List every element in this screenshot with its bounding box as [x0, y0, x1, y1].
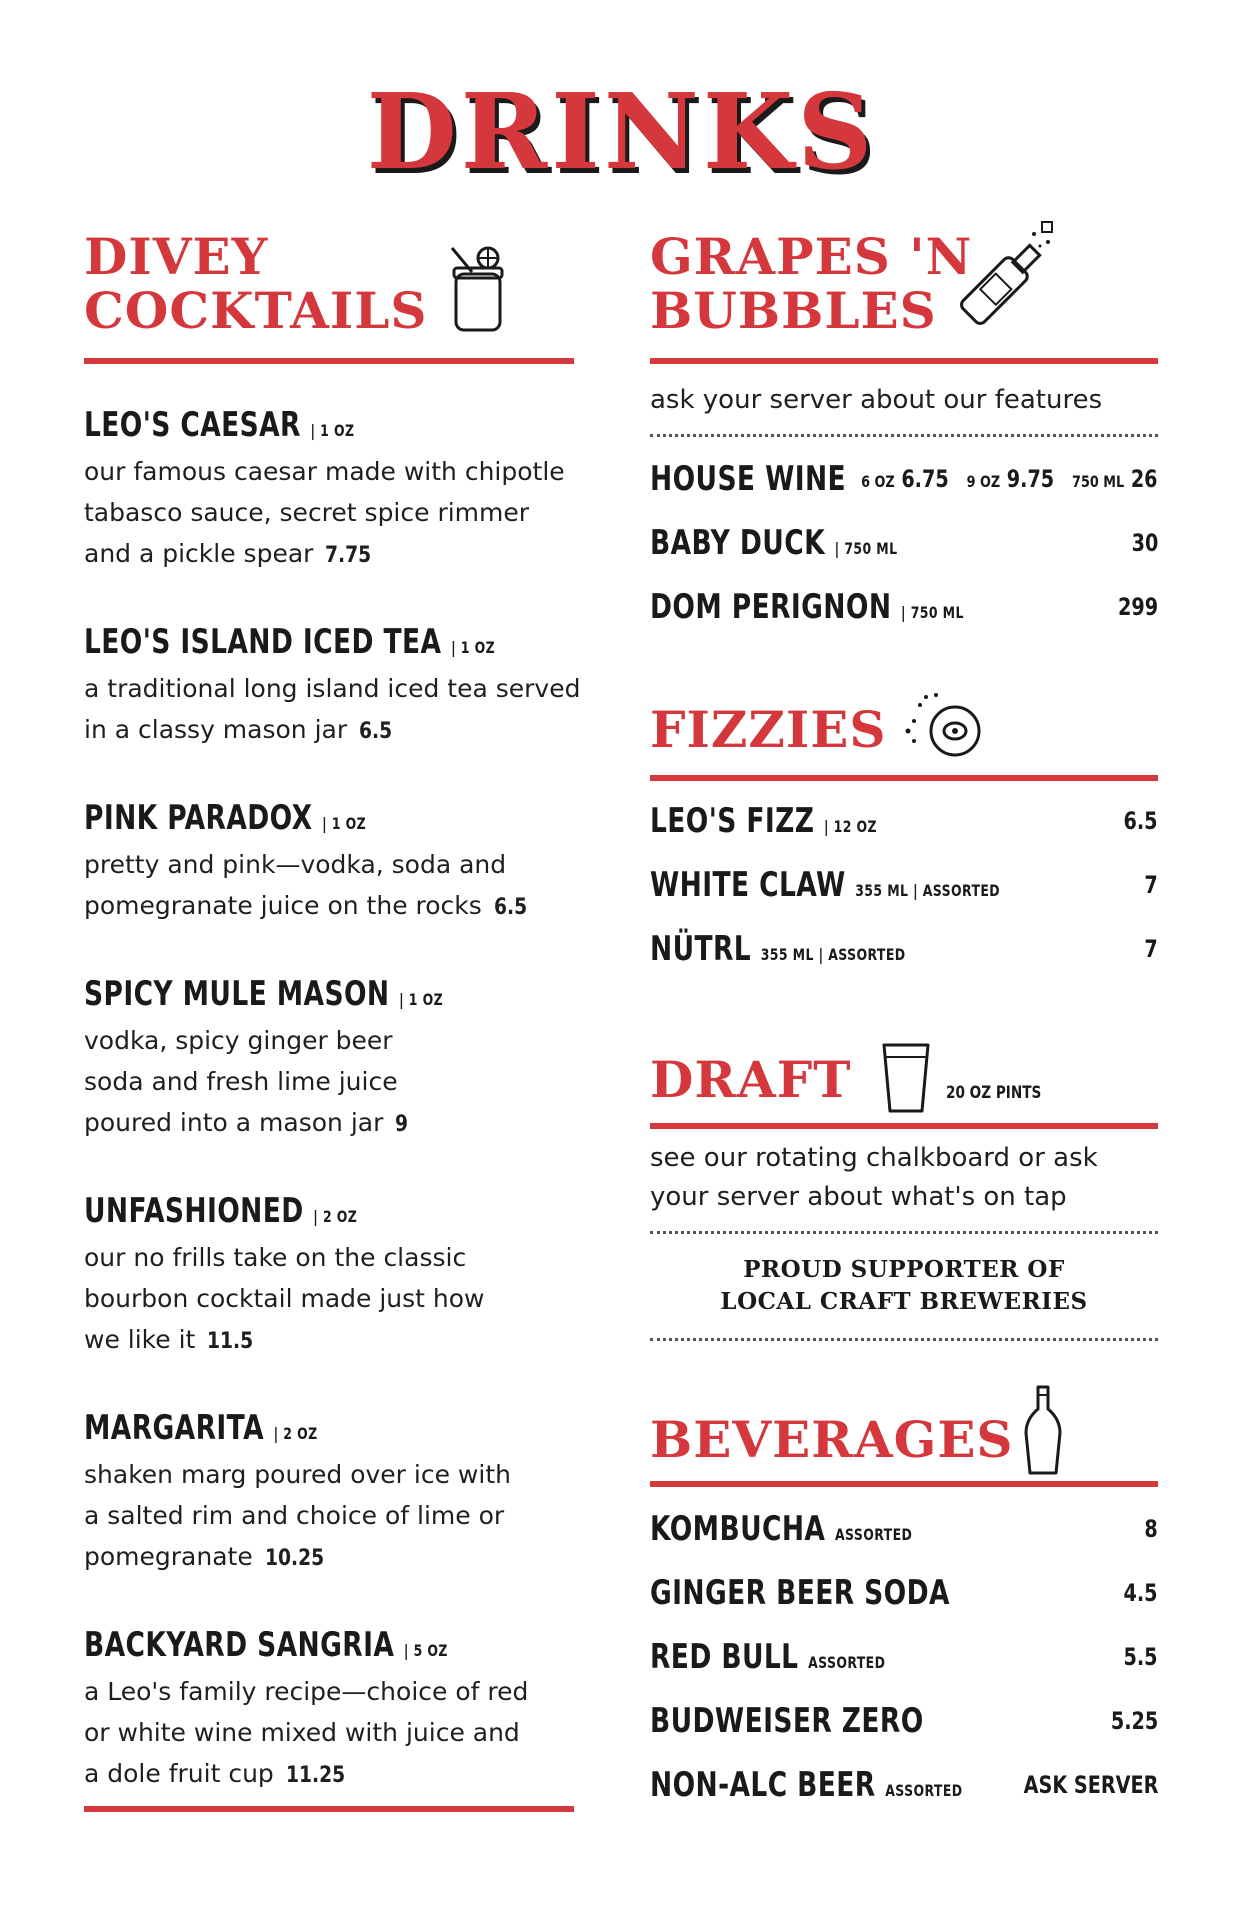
- item-name: NÜTRL: [650, 929, 752, 969]
- divider: [650, 1231, 1158, 1234]
- list-item: [650, 1637, 1158, 1701]
- beverages-list: [650, 1509, 1158, 1829]
- list-item: [84, 974, 584, 1145]
- item-price: 9.75: [1007, 465, 1055, 493]
- wine-header: [650, 227, 1150, 365]
- house-wine-prices: [862, 465, 1158, 493]
- item-description: vodka, spicy ginger beer soda and fresh lime juice poured into a mason jar: [84, 1026, 398, 1137]
- wine-note: ask your server about our features: [650, 385, 1103, 415]
- cocktails-header: [84, 227, 584, 365]
- beverages-rule: [650, 1481, 1158, 1487]
- draft-spec: 20 OZ PINTS: [946, 1083, 1042, 1103]
- right-column: [650, 227, 1158, 1829]
- item-spec: | 1 OZ: [451, 638, 496, 657]
- list-item: [84, 1408, 584, 1579]
- cocktails-section: [84, 227, 584, 1842]
- list-item: [650, 1509, 1158, 1573]
- item-price: 7.75: [325, 543, 372, 568]
- divider: [650, 1338, 1158, 1341]
- beverages-heading: BEVERAGES: [650, 1410, 1014, 1469]
- item-price: 30: [1131, 529, 1158, 557]
- cocktails-heading-line1: DIVEY: [84, 227, 269, 286]
- draft-heading: DRAFT: [650, 1050, 852, 1109]
- item-price: 26: [1131, 465, 1158, 493]
- draft-rule: [650, 1123, 1158, 1129]
- mason-jar-cocktail-icon: [444, 244, 514, 334]
- item-spec: | 12 OZ: [823, 817, 877, 836]
- wine-heading: [650, 227, 1150, 340]
- draft-header: [650, 1029, 1150, 1119]
- item-price: 6.75: [901, 465, 950, 493]
- soda-can-icon: [900, 691, 990, 761]
- item-price: 5.5: [1123, 1643, 1158, 1671]
- list-item: [84, 1625, 584, 1796]
- item-name: HOUSE WINE: [650, 459, 847, 499]
- fizzies-heading: FIZZIES: [650, 700, 887, 759]
- list-item: [84, 1191, 584, 1362]
- list-item: [84, 622, 584, 752]
- item-description: shaken marg poured over ice with a salted rim and choice of lime or pomegranate: [84, 1460, 511, 1571]
- item-name: WHITE CLAW: [650, 865, 846, 905]
- item-price: 11.5: [207, 1329, 254, 1354]
- item-price: 11.25: [285, 1763, 345, 1788]
- item-spec: ASSORTED: [885, 1781, 963, 1800]
- list-item: [650, 1573, 1158, 1637]
- item-name: RED BULL: [650, 1637, 799, 1677]
- item-price: 5.25: [1110, 1707, 1158, 1735]
- champagne-bottle-icon: [950, 220, 1060, 340]
- divider: [650, 434, 1158, 437]
- wine-list: [650, 459, 1158, 651]
- bottle-icon: [1018, 1383, 1068, 1479]
- pint-glass-icon: [878, 1039, 934, 1117]
- fizzies-header: [650, 691, 1150, 771]
- cocktails-heading-line2: COCKTAILS: [84, 281, 428, 340]
- item-spec: | 750 ML: [901, 603, 964, 622]
- item-price: 10.25: [264, 1546, 324, 1571]
- item-price: 6.5: [1123, 807, 1158, 835]
- cocktails-list: [84, 405, 584, 1796]
- beverages-header: [650, 1383, 1150, 1473]
- item-name: SPICY MULE MASON: [84, 974, 390, 1014]
- item-name: KOMBUCHA: [650, 1509, 826, 1549]
- item-price: 8: [1144, 1515, 1158, 1543]
- list-item: [650, 929, 1158, 993]
- item-spec: | 1 OZ: [310, 421, 355, 440]
- item-spec: | 2 OZ: [313, 1207, 358, 1226]
- item-description: a traditional long island iced tea served in a classy mason jar: [84, 674, 581, 744]
- list-item: [650, 801, 1158, 865]
- list-item: [650, 459, 1158, 523]
- craft-brewery-line2: LOCAL CRAFT BREWERIES: [720, 1288, 1088, 1315]
- item-name: UNFASHIONED: [84, 1191, 304, 1231]
- item-name: BACKYARD SANGRIA: [84, 1625, 395, 1665]
- item-price: 299: [1117, 593, 1158, 621]
- item-price: 9: [395, 1112, 409, 1137]
- item-price: 7: [1144, 871, 1158, 899]
- wine-heading-line1: GRAPES 'N: [650, 227, 973, 286]
- craft-brewery-note: [650, 1254, 1158, 1318]
- item-name: DOM PERIGNON: [650, 587, 892, 627]
- list-item: [650, 865, 1158, 929]
- item-spec: ASSORTED: [834, 1525, 913, 1544]
- item-name: MARGARITA: [84, 1408, 264, 1448]
- cocktails-bottom-rule: [84, 1806, 574, 1812]
- wine-heading-line2: BUBBLES: [650, 281, 937, 340]
- item-name: GINGER BEER SODA: [650, 1573, 950, 1613]
- craft-brewery-line1: PROUD SUPPORTER OF: [743, 1256, 1065, 1283]
- item-name: LEO'S FIZZ: [650, 801, 815, 841]
- item-spec: | 2 OZ: [273, 1424, 318, 1443]
- item-spec: | 1 OZ: [399, 990, 444, 1009]
- item-price: 6.5: [359, 719, 393, 744]
- item-name: LEO'S ISLAND ICED TEA: [84, 622, 442, 662]
- item-name: LEO'S CAESAR: [84, 405, 301, 445]
- item-spec: | 750 ML: [834, 539, 898, 558]
- item-spec: ASSORTED: [808, 1653, 886, 1672]
- item-spec: 9 OZ: [967, 472, 1001, 491]
- item-price: 7: [1144, 935, 1158, 963]
- item-name: NON-ALC BEER: [650, 1765, 876, 1805]
- list-item: [84, 405, 584, 576]
- list-item: [650, 1701, 1158, 1765]
- item-spec: 355 ML | ASSORTED: [760, 945, 906, 964]
- item-price: ASK SERVER: [1023, 1771, 1158, 1799]
- list-item: [650, 523, 1158, 587]
- menu-title: DRINKS: [366, 70, 877, 193]
- item-name: BUDWEISER ZERO: [650, 1701, 924, 1741]
- draft-note: see our rotating chalkboard or ask your server about what's on tap: [650, 1143, 1098, 1212]
- fizzies-rule: [650, 775, 1158, 781]
- item-spec: 750 ML: [1072, 472, 1125, 491]
- item-description: our famous caesar made with chipotle tabasco sauce, secret spice rimmer and a pickle spear: [84, 457, 565, 568]
- item-description: a Leo's family recipe—choice of red or white wine mixed with juice and a dole fruit cup: [84, 1677, 529, 1788]
- item-description: pretty and pink—vodka, soda and pomegranate juice on the rocks: [84, 850, 507, 920]
- list-item: [650, 1765, 1158, 1829]
- item-description: our no frills take on the classic bourbon cocktail made just how we like it: [84, 1243, 485, 1354]
- item-spec: 355 ML | ASSORTED: [855, 881, 1001, 900]
- wine-rule: [650, 358, 1158, 364]
- item-spec: | 1 OZ: [322, 814, 367, 833]
- cocktails-rule: [84, 358, 574, 364]
- list-item: [650, 587, 1158, 651]
- item-price: 4.5: [1123, 1579, 1158, 1607]
- item-name: BABY DUCK: [650, 523, 826, 563]
- item-price: 6.5: [493, 895, 527, 920]
- item-spec: | 5 OZ: [403, 1641, 448, 1660]
- item-name: PINK PARADOX: [84, 798, 313, 838]
- list-item: [84, 798, 584, 928]
- item-spec: 6 OZ: [861, 472, 896, 491]
- fizzies-list: [650, 801, 1158, 993]
